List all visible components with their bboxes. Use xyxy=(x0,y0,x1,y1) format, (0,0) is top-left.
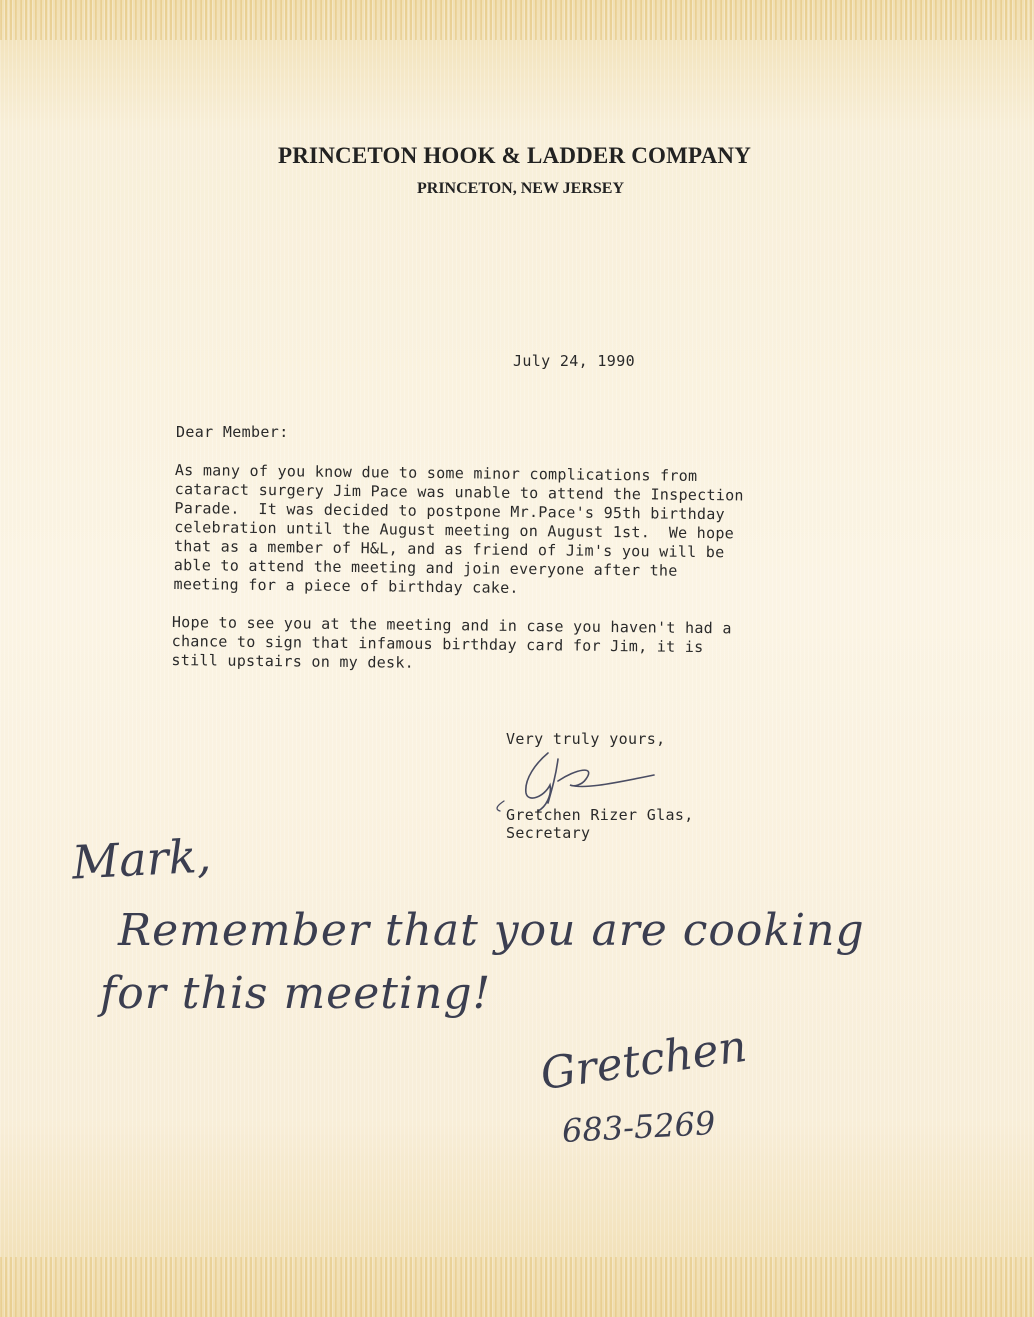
handwritten-phone: 683-5269 xyxy=(561,1104,717,1150)
paragraph-1-line: cataract surgery Jim Pace was unable to attend the Inspection xyxy=(174,479,744,505)
handwritten-greeting: Mark, xyxy=(70,828,213,890)
paragraph-1-line: that as a member of H&L, and as friend of Jim's you will be xyxy=(173,536,725,562)
paragraph-1-line: Parade. It was decided to postpone Mr.Pace's 95th birthday xyxy=(174,498,726,524)
signer-name: Gretchen Rizer Glas, xyxy=(506,806,694,824)
letter-closing: Very truly yours, xyxy=(506,730,666,748)
handwritten-line-1: Remember that you are cooking xyxy=(118,905,865,956)
letter-paragraph-2 xyxy=(171,613,731,676)
paragraph-1-line: As many of you know due to some minor complications from xyxy=(174,461,698,485)
signer-title: Secretary xyxy=(506,824,591,842)
letter-salutation: Dear Member: xyxy=(176,423,289,441)
letter-date: July 24, 1990 xyxy=(513,352,635,370)
handwritten-line-2: for this meeting! xyxy=(100,968,492,1019)
letterhead-location: PRINCETON, NEW JERSEY xyxy=(417,180,625,197)
letterhead-company-name: PRINCETON HOOK & LADDER COMPANY xyxy=(278,143,752,168)
paragraph-2-line: Hope to see you at the meeting and in case you haven't had a xyxy=(171,613,732,638)
paragraph-2-line: chance to sign that infamous birthday card for Jim, it is xyxy=(171,631,704,657)
paragraph-2-line: still upstairs on my desk. xyxy=(171,650,415,672)
handwritten-signature: Gretchen xyxy=(537,1020,750,1101)
paragraph-1-line: meeting for a piece of birthday cake. xyxy=(173,574,519,597)
paragraph-1-line: able to attend the meeting and join everyone after the xyxy=(173,555,678,580)
paragraph-1-line: celebration until the August meeting on August 1st. We hope xyxy=(174,517,735,543)
letter-paragraph-1 xyxy=(173,461,744,600)
